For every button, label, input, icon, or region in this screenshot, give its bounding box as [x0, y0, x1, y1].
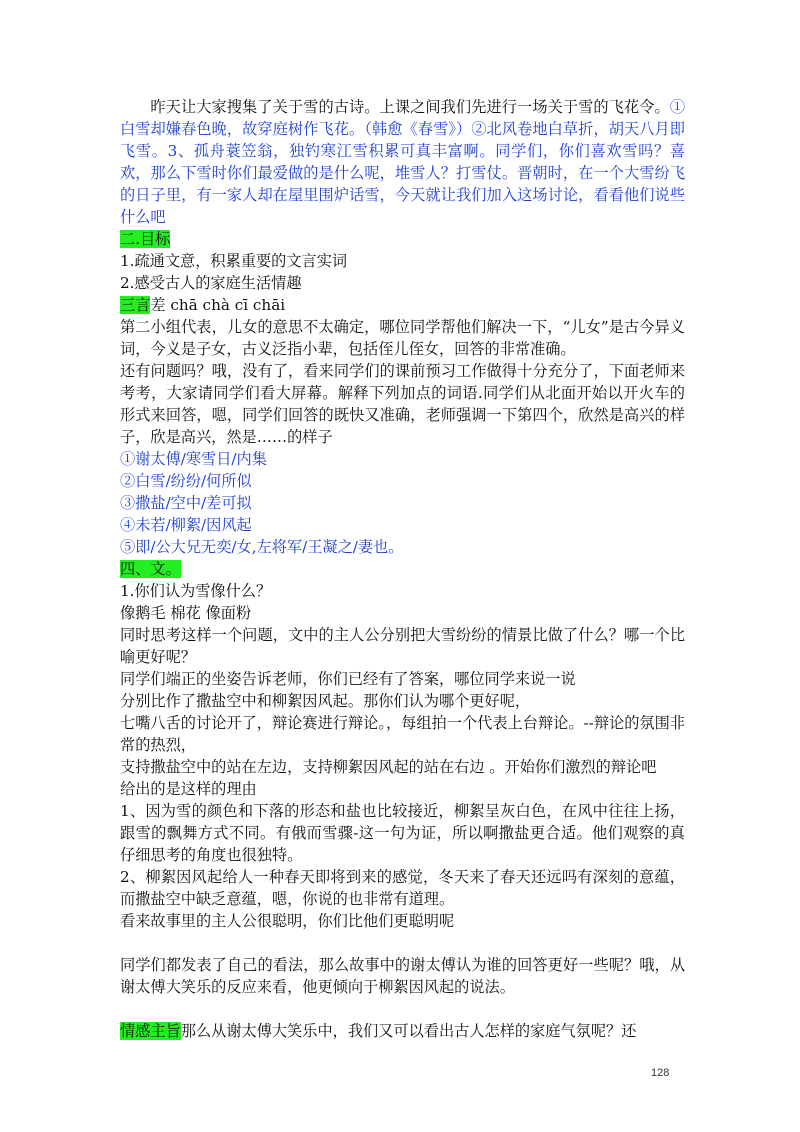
paragraph: 1、因为雪的颜色和下落的形态和盐也比较接近，柳絮呈灰白色，在风中往往上扬，跟雪的飘舞方式不同。有俄而雪骤-这一句为证，所以啊撒盐更合适。他们观察的真仔细思考的角度也很独特。 [120, 802, 685, 864]
word-item: ③撒盐/空中/差可拟 [120, 494, 252, 512]
paragraph: 2、柳絮因风起给人一种春天即将到来的感觉，冬天来了春天还远吗有深刻的意蕴，而撒盐空中缺乏意蕴，嗯，你说的也非常有道理。 [120, 868, 685, 908]
intro-text-continued: 3、孤舟蓑笠翁，独钓寒江雪积累可真丰富啊。同学们，你们喜欢雪吗？喜欢，那么下雪时你们最爱做的是什么呢，堆雪人？打雪仗。晋朝时，在一个大雪纷飞的日子里，有一家人却在屋里围炉话雪，今天就让我们加入这场讨论，看看他们说些什么吧 [120, 142, 686, 226]
paragraph: 第二小组代表，儿女的意思不太确定，哪位同学帮他们解决一下，“儿女”是古今异义词，今义是子女，古义泛指小辈，包括侄儿侄女，回答的非常准确。 [120, 318, 685, 358]
document-body [120, 96, 685, 1042]
highlighted-heading: 二.目标 [120, 230, 171, 248]
section-heading-text [120, 558, 685, 580]
paragraph: 同学们都发表了自己的看法，那么故事中的谢太傅认为谁的回答更好一些呢？哦，从谢太傅大笑乐的反应来看，他更倾向于柳絮因风起的说法。 [120, 956, 685, 996]
paragraph: 支持撒盐空中的站在左边，支持柳絮因风起的站在右边 。开始你们激烈的辩论吧 [120, 758, 657, 776]
goal-item: 2.感受古人的家庭生活情趣 [120, 274, 302, 292]
emotion-theme-paragraph [120, 1020, 685, 1042]
paragraph: 同学们端正的坐姿告诉老师，你们已经有了答案，哪位同学来说一说 [120, 670, 576, 688]
answers: 像鹅毛 棉花 像面粉 [120, 604, 252, 622]
page-number: 128 [651, 1067, 670, 1079]
word-item: ④未若/柳絮/因风起 [120, 516, 252, 534]
pinyin-line: 差 chā chà cī chāi [150, 296, 286, 314]
paragraph: 给出的是这样的理由 [120, 780, 257, 798]
paragraph: 七嘴八舌的讨论开了，辩论赛进行辩论。，每组拍一个代表上台辩论。--辩论的氛围非常的热烈， [120, 714, 685, 754]
blank-line [120, 998, 685, 1020]
highlighted-heading: 三言 [120, 296, 151, 314]
intro-text: 昨天让大家搜集了关于雪的古诗。上课之间我们先进行一场关于雪的飞花令。 [150, 98, 670, 116]
paragraph: 分别比作了撒盐空中和柳絮因风起。那你们认为哪个更好呢， [120, 692, 531, 710]
goal-item: 1.疏通文意，积累重要的文言实词 [120, 252, 348, 270]
closing-text: 那么从谢太傅大笑乐中，我们又可以看出古人怎样的家庭气氛呢？还 [180, 1022, 637, 1040]
paragraph: 还有问题吗？哦，没有了，看来同学们的课前预习工作做得十分充分了，下面老师来考考，大家请同学们看大屏幕。解释下列加点的词语.同学们从北面开始以开火车的形式来回答，嗯，同学们回答的既快又准确，老师强调一下第四个，欣然是高兴的样子，欣是高兴，然是……的样子 [120, 362, 685, 446]
intro-paragraph [120, 96, 685, 228]
question: 1.你们认为雪像什么？ [120, 582, 272, 600]
section-heading-words [120, 294, 685, 316]
blank-line [120, 932, 685, 954]
word-item: ②白雪/纷纷/何所似 [120, 472, 252, 490]
highlighted-heading: 四、文。 [120, 560, 181, 578]
paragraph: 同时思考这样一个问题，文中的主人公分别把大雪纷纷的情景比做了什么？哪一个比喻更好呢？ [120, 626, 685, 666]
paragraph: 看来故事里的主人公很聪明，你们比他们更聪明呢 [120, 912, 455, 930]
poem-lines: ①白雪却嫌春色晚，故穿庭树作飞花。（韩愈《春雪》）②北风卷地白草折，胡天八月即飞雪。 [120, 98, 685, 160]
word-item: ⑤即/公大兄无奕/女,左将军/王凝之/妻也。 [120, 538, 404, 556]
word-item: ①谢太傅/寒雪日/内集 [120, 450, 267, 468]
section-heading-goals [120, 228, 685, 250]
highlighted-heading: 情感主旨 [120, 1022, 181, 1040]
